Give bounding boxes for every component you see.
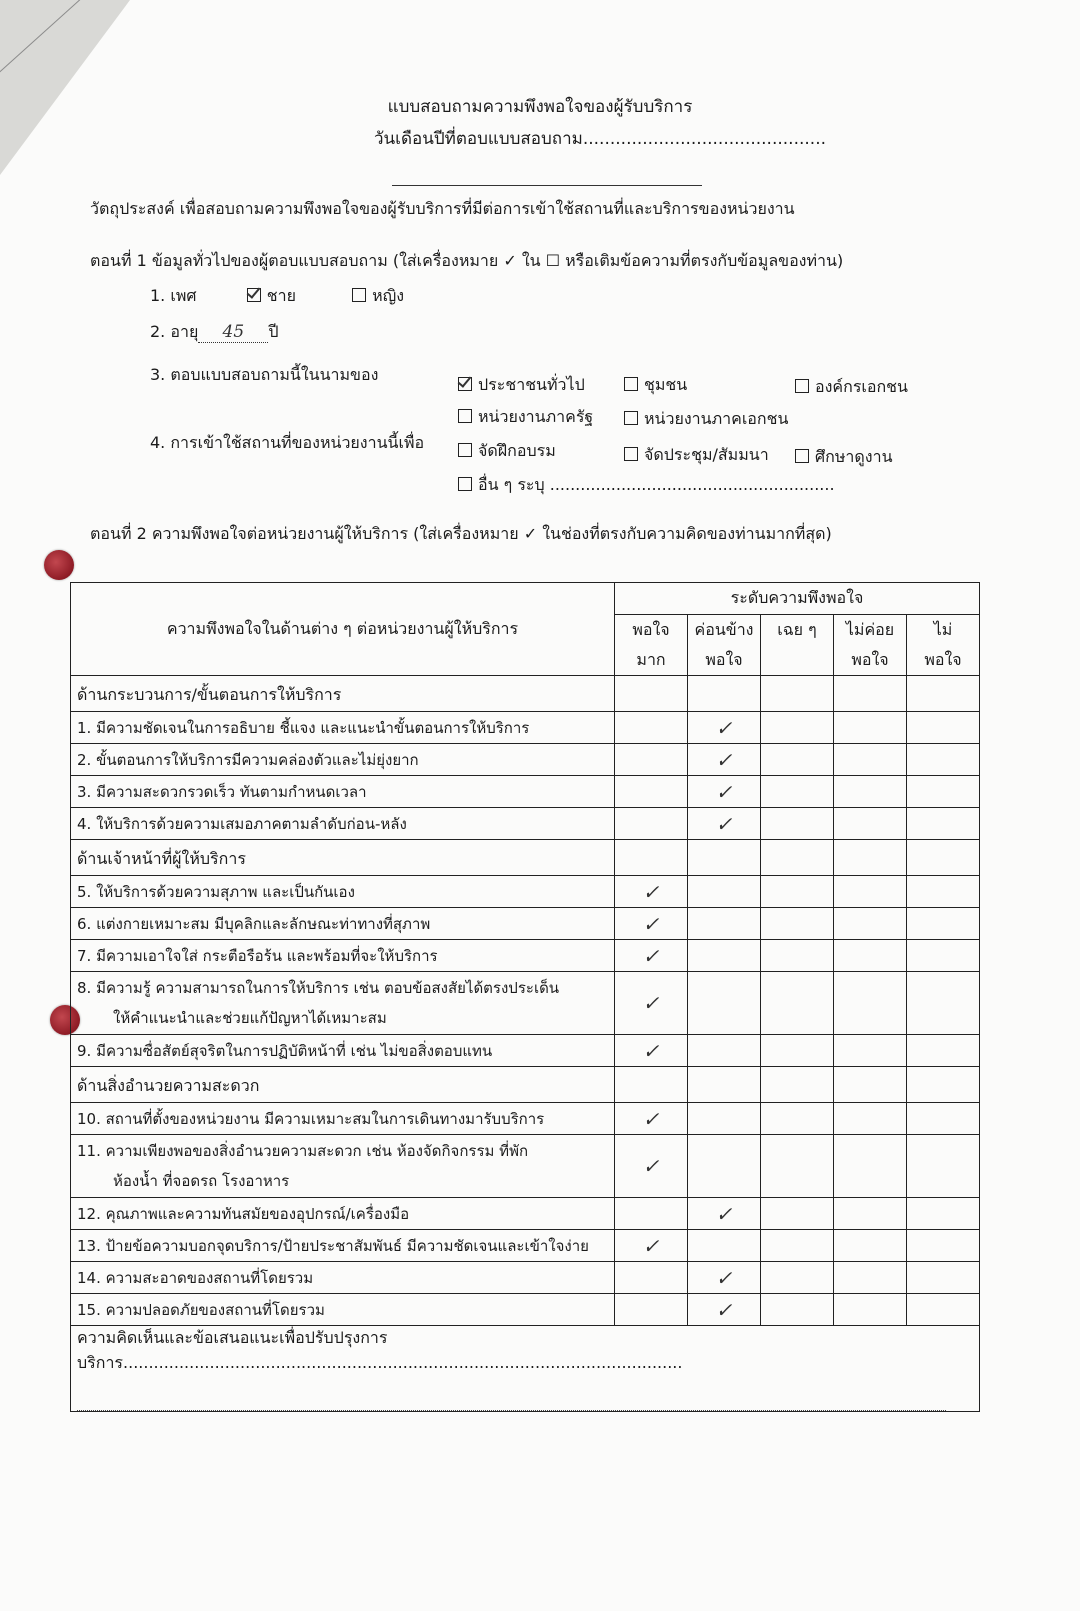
age-value: 45 [222,322,245,342]
rating-cell[interactable] [615,1198,688,1230]
title-divider [392,185,702,186]
question-row [71,808,980,840]
age-field[interactable] [198,322,268,343]
question-text [71,908,615,940]
rating-cell[interactable] [761,808,834,840]
check-mark-icon: ✓ [642,1154,660,1178]
question-line1: 12. คุณภาพและความทันสมัยของอุปกรณ์/เครื่องมือ [77,1204,410,1223]
rating-cell[interactable] [615,908,688,940]
rating-cell[interactable] [688,908,761,940]
question-line1: 4. ให้บริการด้วยความเสมอภาคตามลำดับก่อน-หลัง [77,814,407,833]
question-row [71,908,980,940]
category-empty-cell [615,1067,688,1103]
level-label-line2 [767,645,827,675]
category-title: ด้านเจ้าหน้าที่ผู้ให้บริการ [71,840,615,876]
level-header: ระดับความพึงพอใจ [615,583,980,615]
rating-cell[interactable] [688,1262,761,1294]
question-text [71,744,615,776]
check-mark-icon: ✓ [715,747,733,772]
category-empty-cell [834,840,907,876]
rating-cell[interactable] [834,876,907,908]
rating-cell[interactable] [761,940,834,972]
rating-cell[interactable] [907,972,980,1035]
respondent-opt-0[interactable]: ประชาชนทั่วไป [458,373,585,398]
respondent-checkbox[interactable] [458,409,472,423]
category-empty-cell [688,1067,761,1103]
level-col-4 [907,615,980,676]
usage-checkbox[interactable] [624,447,638,461]
question-row [71,972,980,1035]
category-row [71,1067,980,1103]
gender-male-label: ชาย [266,286,296,305]
comments-dotted-line [77,1394,946,1411]
check-mark-icon: ✓ [642,943,660,968]
satisfaction-table [70,582,980,1412]
gender-female-label: หญิง [372,286,405,305]
rating-cell[interactable] [761,1198,834,1230]
question-row [71,876,980,908]
comments-row [71,1326,980,1412]
question-line1: 7. มีความเอาใจใส่ กระตือรือร้น และพร้อมที่จะให้บริการ [77,946,438,965]
category-empty-cell [761,840,834,876]
rating-cell[interactable] [615,1230,688,1262]
criteria-header: ความพึงพอใจในด้านต่าง ๆ ต่อหน่วยงานผู้ให้บริการ [71,583,615,676]
rating-cell[interactable] [615,776,688,808]
rating-cell[interactable] [834,1262,907,1294]
rating-cell[interactable] [907,808,980,840]
rating-cell[interactable] [907,1294,980,1326]
rating-cell[interactable] [688,940,761,972]
check-mark-icon: ✓ [642,911,660,936]
rating-cell[interactable] [907,1198,980,1230]
rating-cell[interactable] [688,1135,761,1198]
question-row [71,744,980,776]
category-row [71,676,980,712]
rating-cell[interactable] [834,808,907,840]
usage-opt-2[interactable]: ศึกษาดูงาน [795,445,893,470]
usage-opt-0[interactable]: จัดฝึกอบรม [458,439,556,464]
rating-cell[interactable] [615,972,688,1035]
question-row [71,776,980,808]
question-row [71,1230,980,1262]
punch-hole-top [44,550,74,580]
category-empty-cell [688,676,761,712]
rating-cell[interactable] [761,1230,834,1262]
objective-text: วัตถุประสงค์ เพื่อสอบถามความพึงพอใจของผู้รับบริการที่มีต่อการเข้าใช้สถานที่และบริการของหน่วยงาน [90,199,795,218]
rating-cell[interactable] [834,1230,907,1262]
comments-label: ความคิดเห็นและข้อเสนอแนะเพื่อปรับปรุงการบริการ.............................................................................................................. [77,1328,683,1372]
category-title: ด้านกระบวนการ/ขั้นตอนการให้บริการ [71,676,615,712]
question-line2: ให้คำแนะนำและช่วยแก้ปัญหาได้เหมาะสม [113,1009,387,1027]
rating-cell[interactable] [834,908,907,940]
category-empty-cell [834,676,907,712]
question-line1: 11. ความเพียงพอของสิ่งอำนวยความสะดวก เช่น ห้องจัดกิจกรรม ที่พัก [77,1142,529,1160]
level-label-line1: เฉย ๆ [777,620,817,639]
level-label-line2: พอใจ [924,650,962,669]
level-col-0 [615,615,688,676]
level-col-3 [834,615,907,676]
question-line1: 9. มีความซื่อสัตย์สุจริตในการปฏิบัติหน้าที่ เช่น ไม่ขอสิ่งตอบแทน [77,1041,493,1060]
question-row [71,1103,980,1135]
respondent-opt-1[interactable]: ชุมชน [624,373,687,398]
rating-cell[interactable] [615,1035,688,1067]
question-line2: ห้องน้ำ ที่จอดรถ โรงอาหาร [113,1172,290,1190]
rating-cell[interactable] [907,744,980,776]
category-empty-cell [834,1067,907,1103]
rating-cell[interactable] [907,1262,980,1294]
level-label-line1: ไม่ค่อย [845,620,895,639]
rating-cell[interactable] [688,1294,761,1326]
rating-cell[interactable] [834,1198,907,1230]
gender-male-checkbox[interactable] [247,288,261,302]
question-row [71,940,980,972]
rating-cell[interactable] [761,1035,834,1067]
rating-cell[interactable] [761,712,834,744]
respondent-checkbox[interactable] [795,379,809,393]
usage-checkbox[interactable] [795,449,809,463]
rating-cell[interactable] [761,876,834,908]
rating-cell[interactable] [761,1294,834,1326]
question-line1: 3. มีความสะดวกรวดเร็ว ทันตามกำหนดเวลา [77,782,367,801]
level-label-line2: มาก [636,650,666,669]
rating-cell[interactable] [907,1135,980,1198]
rating-cell[interactable] [615,940,688,972]
rating-cell[interactable] [615,1103,688,1135]
rating-cell[interactable] [834,1103,907,1135]
check-mark-icon: ✓ [715,1201,733,1226]
gender-female-checkbox[interactable] [352,288,366,302]
usage-opt-3[interactable]: อื่น ๆ ระบุ ........................................................ [458,473,835,498]
rating-cell[interactable] [907,776,980,808]
level-label-line1: ไม่ [933,620,953,639]
rating-cell[interactable] [834,940,907,972]
date-line: วันเดือนปีที่ตอบแบบสอบถาม............................................. [373,129,827,149]
rating-cell[interactable] [688,876,761,908]
respondent-checkbox[interactable] [458,377,472,391]
question-text [71,1198,615,1230]
comments-field[interactable] [71,1326,980,1412]
category-empty-cell [907,1067,980,1103]
rating-cell[interactable] [907,876,980,908]
rating-cell[interactable] [907,712,980,744]
question-text [71,1294,615,1326]
question-line1: 13. ป้ายข้อความบอกจุดบริการ/ป้ายประชาสัมพันธ์ มีความชัดเจนและเข้าใจง่าย [77,1236,589,1255]
check-mark-icon: ✓ [642,1038,660,1063]
rating-cell[interactable] [834,1135,907,1198]
category-empty-cell [615,840,688,876]
part2-heading: ตอนที่ 2 ความพึงพอใจต่อหน่วยงานผู้ให้บริการ (ใส่เครื่องหมาย ✓ ในช่องที่ตรงกับความคิดของท่านมากที่สุด) [90,524,832,543]
question-text [71,1230,615,1262]
rating-cell[interactable] [761,908,834,940]
category-empty-cell [615,676,688,712]
rating-cell[interactable] [615,1135,688,1198]
question-text [71,776,615,808]
category-empty-cell [688,840,761,876]
question-row [71,1135,980,1198]
check-mark-icon: ✓ [642,1106,660,1131]
check-mark-icon: ✓ [715,779,733,804]
rating-cell[interactable] [688,744,761,776]
rating-cell[interactable] [761,744,834,776]
question-text [71,808,615,840]
rating-cell[interactable] [615,1262,688,1294]
rating-cell[interactable] [688,1198,761,1230]
rating-cell[interactable] [615,744,688,776]
form-title: แบบสอบถามความพึงพอใจของผู้รับบริการ [387,97,693,117]
level-col-2 [761,615,834,676]
age-unit: ปี [268,322,279,341]
part1-heading: ตอนที่ 1 ข้อมูลทั่วไปของผู้ตอบแบบสอบถาม (ใส่เครื่องหมาย ✓ ใน ☐ หรือเติมข้อความที่ตรงกับข้อมูลของท่าน) [90,251,844,270]
question-row [71,1262,980,1294]
respondent-opt-2[interactable]: องค์กรเอกชน [795,375,908,400]
category-empty-cell [761,1067,834,1103]
rating-cell[interactable] [615,712,688,744]
question-text [71,876,615,908]
check-mark-icon: ✓ [642,879,660,904]
question-line1: 5. ให้บริการด้วยความสุภาพ และเป็นกันเอง [77,882,355,901]
rating-cell[interactable] [688,1103,761,1135]
question-text [71,1135,615,1198]
respondent-label: 3. ตอบแบบสอบถามนี้ในนามของ [150,365,379,384]
rating-cell[interactable] [688,776,761,808]
rating-cell[interactable] [907,1103,980,1135]
respondent-opt-3[interactable]: หน่วยงานภาครัฐ [458,405,593,430]
respondent-opt-4[interactable]: หน่วยงานภาคเอกชน [624,407,788,432]
category-title: ด้านสิ่งอำนวยความสะดวก [71,1067,615,1103]
age-label: 2. อายุ [150,322,199,341]
question-line1: 8. มีความรู้ ความสามารถในการให้บริการ เช่น ตอบข้อสงสัยได้ตรงประเด็น [77,979,560,997]
rating-cell[interactable] [907,940,980,972]
rating-cell[interactable] [688,712,761,744]
check-mark-icon: ✓ [715,1265,733,1290]
check-mark-icon: ✓ [642,1233,660,1258]
rating-cell[interactable] [834,1035,907,1067]
gender-label: 1. เพศ [150,286,197,305]
rating-cell[interactable] [834,744,907,776]
rating-cell[interactable] [834,1294,907,1326]
usage-label: 4. การเข้าใช้สถานที่ของหน่วยงานนี้เพื่อ [150,433,425,452]
category-empty-cell [907,840,980,876]
level-label-line1: พอใจ [632,620,670,639]
level-label-line2: พอใจ [705,650,743,669]
question-line1: 14. ความสะอาดของสถานที่โดยรวม [77,1268,314,1287]
question-row [71,1294,980,1326]
check-mark-icon: ✓ [715,715,733,740]
question-line1: 2. ขั้นตอนการให้บริการมีความคล่องตัวและไม่ยุ่งยาก [77,750,419,769]
question-text [71,940,615,972]
level-label-line2: พอใจ [851,650,889,669]
category-empty-cell [907,676,980,712]
check-mark-icon: ✓ [715,1297,733,1322]
rating-cell[interactable] [761,1262,834,1294]
question-text [71,1035,615,1067]
category-empty-cell [761,676,834,712]
rating-cell[interactable] [761,1103,834,1135]
question-line1: 1. มีความชัดเจนในการอธิบาย ชี้แจง และแนะนำขั้นตอนการให้บริการ [77,718,530,737]
question-line1: 15. ความปลอดภัยของสถานที่โดยรวม [77,1300,325,1319]
question-row [71,1035,980,1067]
rating-cell[interactable] [615,1294,688,1326]
rating-cell[interactable] [688,1035,761,1067]
usage-checkbox[interactable] [458,477,472,491]
check-mark-icon: ✓ [642,991,660,1015]
rating-cell[interactable] [907,1230,980,1262]
question-text [71,1262,615,1294]
question-text [71,712,615,744]
respondent-checkbox[interactable] [624,377,638,391]
age-row [150,320,278,345]
respondent-checkbox[interactable] [624,411,638,425]
question-line1: 10. สถานที่ตั้งของหน่วยงาน มีความเหมาะสมในการเดินทางมารับบริการ [77,1109,545,1128]
rating-cell[interactable] [761,972,834,1035]
rating-cell[interactable] [907,908,980,940]
rating-cell[interactable] [907,1035,980,1067]
level-label-line1: ค่อนข้าง [694,620,754,639]
question-line1: 6. แต่งกายเหมาะสม มีบุคลิกและลักษณะท่าทางที่สุภาพ [77,914,431,933]
rating-cell[interactable] [688,1230,761,1262]
question-row [71,712,980,744]
rating-cell[interactable] [834,776,907,808]
check-mark-icon: ✓ [715,811,733,836]
rating-cell[interactable] [834,972,907,1035]
rating-cell[interactable] [688,808,761,840]
rating-cell[interactable] [615,876,688,908]
rating-cell[interactable] [834,712,907,744]
usage-checkbox[interactable] [458,443,472,457]
question-row [71,1198,980,1230]
level-col-1 [688,615,761,676]
rating-cell[interactable] [761,1135,834,1198]
rating-cell[interactable] [615,808,688,840]
usage-opt-1[interactable]: จัดประชุม/สัมมนา [624,443,769,468]
category-row [71,840,980,876]
question-text [71,972,615,1035]
gender-row [150,284,404,309]
rating-cell[interactable] [761,776,834,808]
question-text [71,1103,615,1135]
rating-cell[interactable] [688,972,761,1035]
